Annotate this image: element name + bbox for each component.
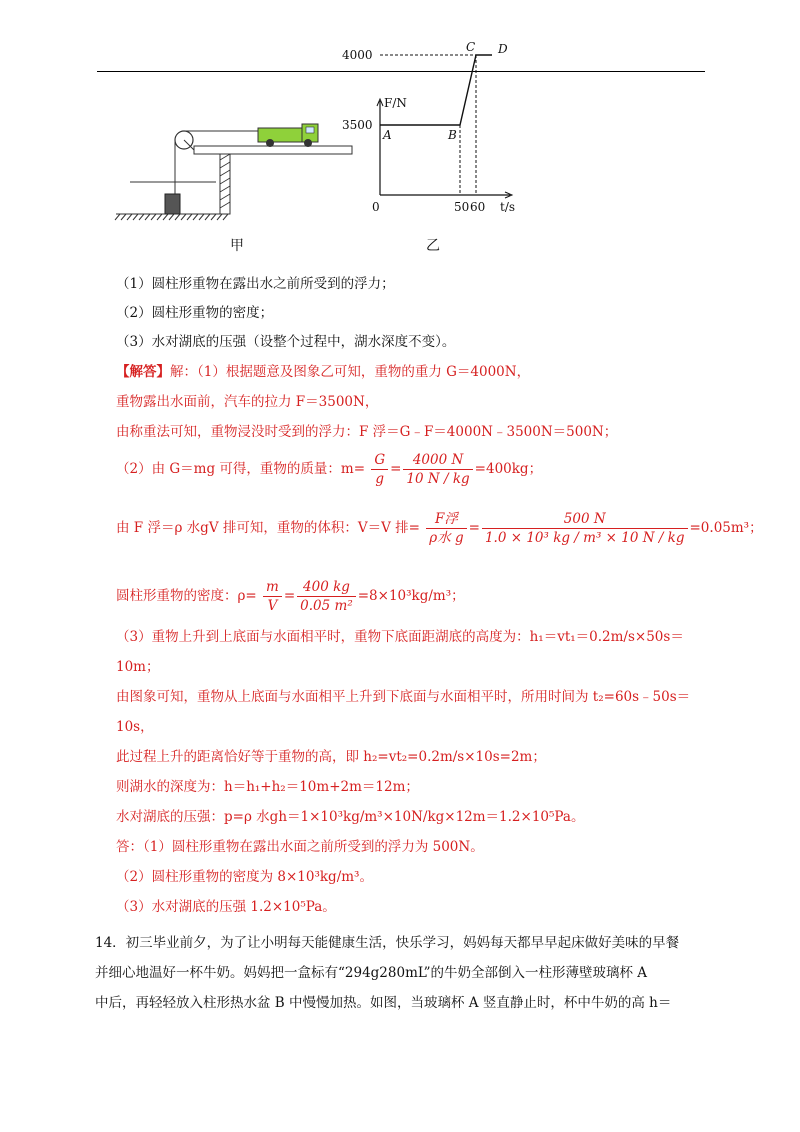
x-axis-label: t/s bbox=[500, 200, 516, 214]
y-axis-label: F/N bbox=[384, 96, 407, 110]
answer-line-8: 10m； bbox=[116, 659, 160, 675]
fraction-numerator: 500 N bbox=[482, 510, 688, 529]
answer-line-14: 答：（1）圆柱形重物在露出水面之前所受到的浮力为 500N。 bbox=[116, 839, 484, 855]
y-tick-label: 3500 bbox=[342, 118, 373, 132]
truck bbox=[258, 124, 318, 147]
y-tick-label: 4000 bbox=[342, 48, 373, 62]
answer-line-4-post: =400kg； bbox=[474, 461, 543, 477]
answer-line-3: 由称重法可知，重物浸没时受到的浮力：F 浮＝G﹣F＝4000N﹣3500N＝500N； bbox=[116, 424, 618, 440]
figure-right-caption: 乙 bbox=[426, 238, 440, 254]
fraction-denominator: g bbox=[375, 471, 385, 487]
answer-line-13: 水对湖底的压强：p=ρ 水gh＝1×10³kg/m³×10N/kg×12m＝1.2×10⁵Pa。 bbox=[116, 809, 585, 825]
fraction-denominator: 1.0 × 10³ kg / m³ × 10 N / kg bbox=[484, 530, 685, 546]
fraction-400-over-005 bbox=[297, 578, 356, 615]
ground-hatch bbox=[115, 214, 230, 220]
point-label-d: D bbox=[498, 42, 508, 56]
answer-line-1 bbox=[116, 362, 530, 382]
fraction-numerator: m bbox=[263, 578, 282, 597]
fraction-denominator: V bbox=[267, 598, 278, 614]
point-label-c: C bbox=[466, 40, 476, 54]
fraction-4000-over-10 bbox=[403, 451, 472, 488]
answer-line-6-post: =8×10³kg/m³； bbox=[357, 588, 465, 604]
header-rule bbox=[97, 71, 705, 72]
fraction-numerator: G bbox=[371, 451, 388, 470]
answer-line-9: 由图象可知，重物从上底面与水面相平上升到下底面与水面相平时，所用时间为 t₂=60s﹣50s＝ bbox=[116, 689, 691, 705]
x-tick-label: 60 bbox=[470, 200, 486, 214]
figure-left-diagram bbox=[110, 110, 370, 250]
answer-line-12: 则湖水的深度为：h＝h₁+h₂＝10m+2m＝12m； bbox=[116, 779, 419, 795]
fraction-denominator: ρ水 g bbox=[429, 530, 464, 546]
fraction-g-over-g bbox=[371, 451, 388, 488]
question-1: （1）圆柱形重物在露出水之前所受到的浮力； bbox=[116, 276, 395, 292]
question-2: （2）圆柱形重物的密度； bbox=[116, 305, 274, 321]
fraction-numerator: 4000 N bbox=[403, 451, 472, 470]
fraction-m-over-v bbox=[263, 578, 282, 615]
answer-line-6: 圆柱形重物的密度：ρ= $\frac{m}{V}$ = $\frac{400 kg}{\text{0.05 m²}}$ =8×10³kg/m³； bbox=[116, 579, 465, 614]
figure-left-caption: 甲 bbox=[230, 238, 244, 254]
figure-right-graph bbox=[340, 40, 530, 220]
fraction-denominator: 0.05 m² bbox=[300, 598, 353, 614]
fraction-numerator: 400 kg bbox=[297, 578, 356, 597]
point-label-b: B bbox=[448, 128, 457, 142]
answer-line-4-pre: （2）由 G＝mg 可得，重物的质量：m= bbox=[116, 461, 366, 477]
fraction-numerator: F浮 bbox=[426, 510, 466, 529]
answer-line-2: 重物露出水面前，汽车的拉力 F＝3500N， bbox=[116, 394, 379, 410]
q14-line-2: 并细心地温好一杯牛奶。妈妈把一盒标有“294g280mL”的牛奶全部倒入一柱形薄壁玻璃杯 A bbox=[95, 965, 648, 981]
answer-line-4: （2）由 G＝mg 可得，重物的质量：m= $\frac{G}{g}$ = $\frac{4000 N}{10 N / kg}$ =400kg； bbox=[116, 452, 543, 487]
answer-line-6-pre: 圆柱形重物的密度：ρ= bbox=[116, 588, 257, 604]
fraction-denominator: 10 N / kg bbox=[406, 471, 470, 487]
q14-line-3: 中后，再轻轻放入柱形热水盆 B 中慢慢加热。如图，当玻璃杯 A 竖直静止时，杯中牛奶的高 h＝ bbox=[95, 995, 672, 1011]
answer-tag: 【解答】 bbox=[116, 364, 170, 380]
fraction-500-over-expr bbox=[482, 510, 688, 547]
answer-line-15: （2）圆柱形重物的密度为 8×10³kg/m³。 bbox=[116, 869, 373, 885]
cylinder-weight bbox=[165, 194, 180, 214]
answer-line-5: 由 F 浮＝ρ 水gV 排可知，重物的体积：V＝V 排= $\frac{\text{F浮}}{\text{ρ水 g}}$ = $\frac{500 N}{\text{1.0 × 10³ kg / m³ × 10 N / kg}}$ =0.05m³； bbox=[116, 511, 763, 546]
answer-line-1-text: 解：（1）根据题意及图象乙可知，重物的重力 G＝4000N， bbox=[170, 364, 531, 380]
origin-label: 0 bbox=[372, 200, 380, 214]
point-label-a: A bbox=[383, 128, 392, 142]
answer-line-11: 此过程上升的距离恰好等于重物的高，即 h₂=vt₂=0.2m/s×10s=2m； bbox=[116, 749, 546, 765]
x-tick-label: 50 bbox=[454, 200, 470, 214]
q14-line-1: 14．初三毕业前夕，为了让小明每天能健康生活，快乐学习，妈妈每天都早早起床做好美味的早餐 bbox=[95, 935, 680, 951]
question-3: （3）水对湖底的压强（设整个过程中，湖水深度不变）。 bbox=[116, 334, 456, 350]
fraction-f-over-rho bbox=[426, 510, 466, 547]
answer-line-5-pre: 由 F 浮＝ρ 水gV 排可知，重物的体积：V＝V 排= bbox=[116, 520, 420, 536]
answer-line-5-post: =0.05m³； bbox=[689, 520, 763, 536]
answer-line-10: 10s， bbox=[116, 719, 154, 735]
answer-line-16: （3）水对湖底的压强 1.2×10⁵Pa。 bbox=[116, 899, 336, 915]
force-line bbox=[380, 55, 492, 125]
answer-line-7: （3）重物上升到上底面与水面相平时，重物下底面距湖底的高度为：h₁＝vt₁＝0.2m/s×50s＝ bbox=[116, 629, 684, 645]
